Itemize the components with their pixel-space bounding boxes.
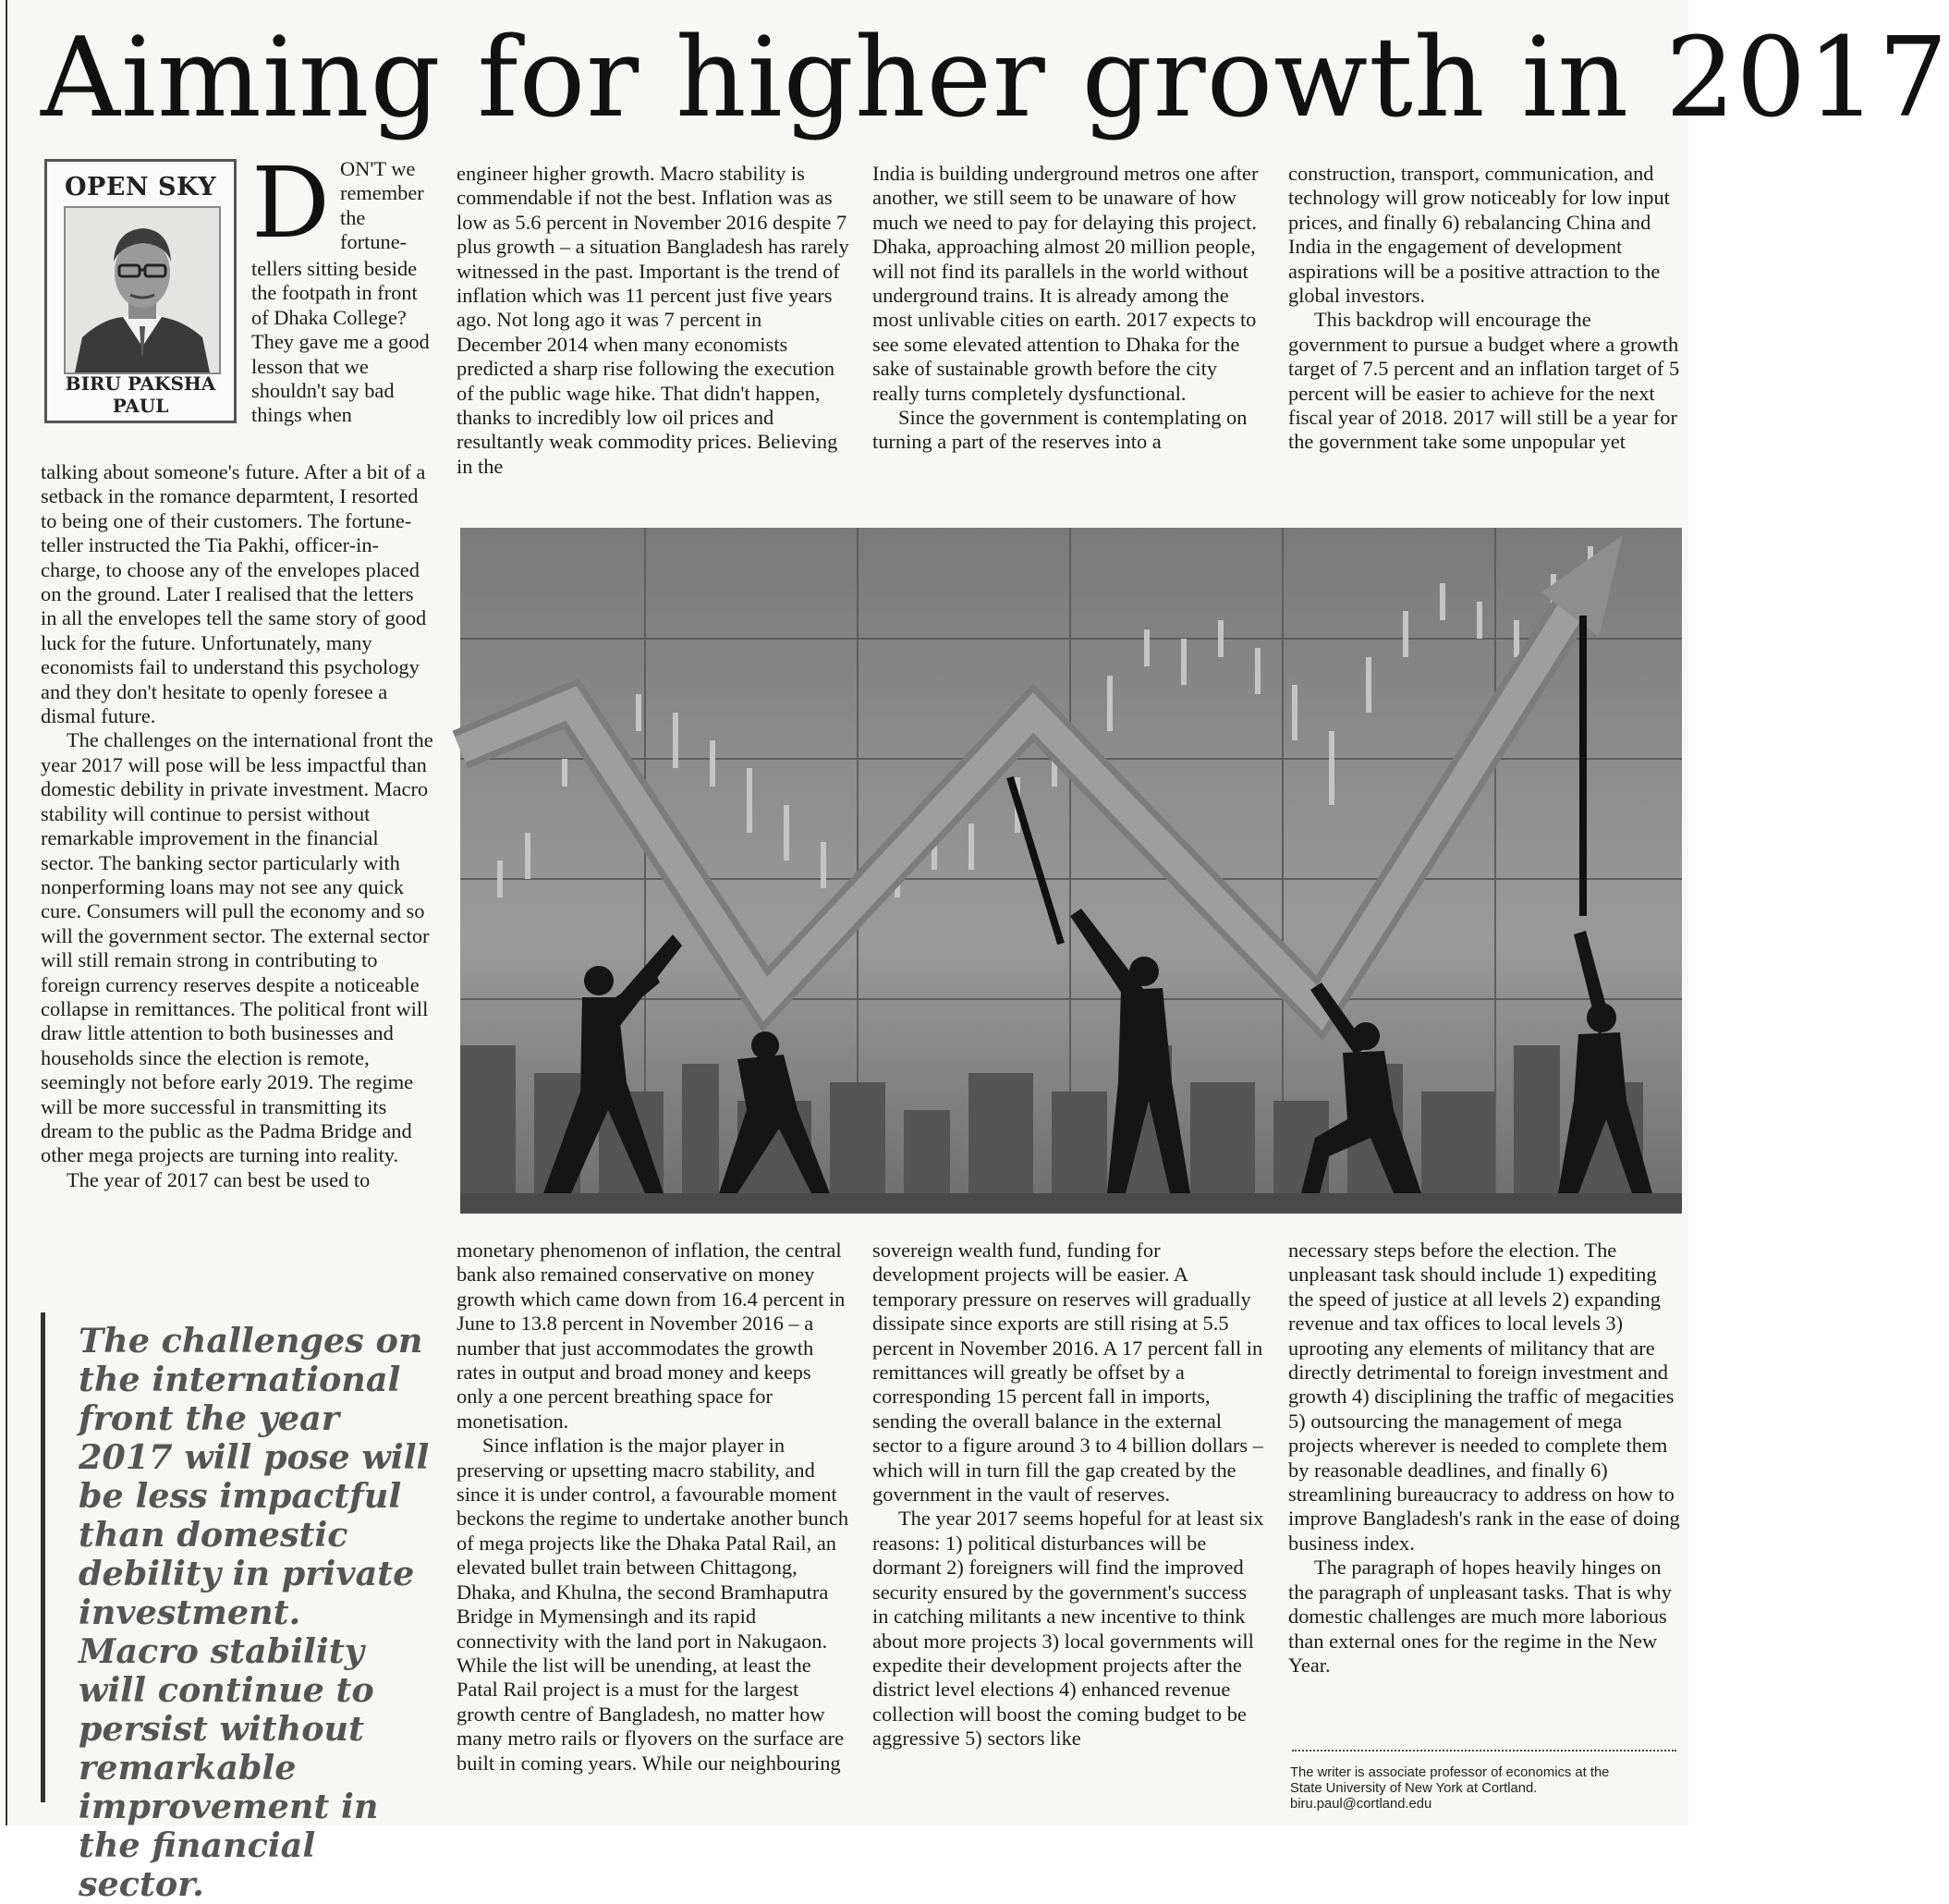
paragraph: The challenges on the international front the year 2017 will pose will be less impactful than domestic debility in private investment. Macro stability will continue to persist without remarkable improvement in the financial sector. The banking sector particularly with nonperforming loans may not see any quick cure. Consumers will pull the economy and so will the government sector. The external sector will still remain strong in contributing to foreign currency reserves despite a noticeable collapse in remittances. The political front will draw little attention to both businesses and households since the election is remote, seemingly not before early 2019. The regime will be more successful in transmitting its dream to the public as the Padma Bridge and other mega projects are turning into reality.	[41, 728, 433, 1167]
author-portrait	[64, 206, 221, 374]
column-4-top	[1288, 162, 1681, 513]
paragraph: The year 2017 seems hopeful for at least six reasons: 1) political disturbances will be dormant 2) foreigners will find the improved security ensured by the government's success in catching militants a new incentive to think about more projects 3) local governments will expedite their development projects after the district level elections 4) enhanced revenue collection will boost the coming budget to be aggressive 5) sectors like	[872, 1507, 1264, 1751]
pull-quote	[41, 1312, 433, 1904]
pull-quote-text: The challenges on the international front the year 2017 will pose will be less impactful than domestic debility in private investment. Macro stability will continue to persist without remarkable improvement in the financial sector.	[79, 1321, 430, 1904]
author-name: BIRU PAKSHA PAUL	[65, 372, 216, 417]
author-email: biru.paul@cortland.edu	[1290, 1797, 1432, 1812]
column-3-bottom	[872, 1239, 1265, 1823]
column-2-bottom	[457, 1239, 849, 1823]
footnote-divider	[1292, 1750, 1676, 1751]
footnote-line: The writer is associate professor of economics at the	[1290, 1765, 1610, 1780]
paragraph: The paragraph of hopes heavily hinges on the paragraph of unpleasant tasks. That is why domestic challenges are much more laborious than external ones for the regime in the New Year.	[1288, 1556, 1672, 1677]
paragraph: Since inflation is the major player in preserving or upsetting macro stability, and since it is under control, a favourable moment beckons the regime to undertake another bunch of mega projects like the Dhaka Patal Rail, an elevated bullet train between Chittagong, Dhaka, and Khulna, the second Bramhaputra Bridge in Mymensingh and its rapid connectivity with the land port in Nakugaon. While the list will be unending, at least the Patal Rail project is a must for the largest growth centre of Bangladesh, no matter how many metro rails or flyovers on the surface are built in coming years. While our neighbouring	[457, 1434, 849, 1775]
lead-text-medium: tellers sitting beside the footpath in front of Dhaka College? They gave me a good lesson that we shouldn't say bad things when	[251, 257, 430, 427]
paragraph: monetary phenomenon of inflation, the central bank also remained conservative on money growth which came down from 16.4 percent in June to 13.8 percent in November 2016 – a number that just accommodates the growth rates in output and broad money and keeps only a one percent breathing space for monetisation.	[457, 1239, 846, 1433]
paragraph: engineer higher growth. Macro stability is commendable if not the best. Inflation was as low as 5.6 percent in November 2016 despite 7 plus growth – a situation Bangladesh has rarely witnessed in the past. Important is the trend of inflation which was 11 percent just five years ago. Not long ago it was 7 percent in December 2014 when many economists predicted a sharp rise following the execution of the public wage hike. That didn't happen, thanks to incredibly low oil prices and resultantly weak commodity prices. Believing in the	[457, 162, 849, 478]
column-1	[41, 460, 433, 1306]
paragraph: India is building underground metros one after another, we still seem to be unaware of how much we need to pay for delaying this project. Dhaka, approaching almost 20 million people, will not find its parallels in the world without underground trains. It is already among the most unlivable cities on earth. 2017 expects to see some elevated attention to Dhaka for the sake of sustainable growth before the city really turns completely dysfunctional.	[872, 162, 1259, 405]
column-3-top	[872, 162, 1265, 504]
author-footnote	[1290, 1765, 1678, 1812]
headline: Aiming for higher growth in 2017	[41, 15, 1949, 142]
article-lead	[251, 146, 433, 462]
column-name: OPEN SKY	[65, 173, 216, 201]
drop-cap: D	[251, 146, 330, 260]
paragraph: Since the government is contemplating on turning a part of the reserves into a	[872, 406, 1248, 454]
illustration-growth-chart	[460, 528, 1682, 1214]
author-portrait-image	[66, 208, 219, 372]
paragraph: This backdrop will encourage the government to pursue a budget where a growth target of 7.5 percent and an inflation target of 5 percent will be easier to achieve for the next fiscal year of 2018. 2017 will still be a year for the government take some unpopular yet	[1288, 308, 1680, 454]
paragraph: sovereign wealth fund, funding for development projects will be easier. A temporary pressure on reserves will gradually dissipate since exports are still rising at 5.5 percent in November 2016. A 17 percent fall in remittances will greatly be offset by a corresponding 15 percent fall in imports, sending the overall balance in the external sector to a figure around 3 to 4 billion dollars – which will in turn fill the gap created by the government in the vault of reserves.	[872, 1239, 1263, 1507]
footnote-line: State University of New York at Cortland.	[1290, 1781, 1538, 1796]
paragraph: construction, transport, communication, and technology will grow noticeably for low input prices, and finally 6) rebalancing China and India in the engagement of development aspirations will be a positive attraction to the global investors.	[1288, 162, 1670, 308]
column-2-top	[457, 162, 849, 504]
paragraph: necessary steps before the election. The unpleasant task should include 1) expediting the speed of justice at all levels 2) expanding revenue and tax offices to local levels 3) uprooting any elements of militancy that are directly detrimental to foreign investment and growth 4) disciplining the traffic of megacities 5) outsourcing the management of mega projects wherever is needed to complete them by reasonable deadlines, and finally 6) streamlining bureaucracy to address on how to improve Bangladesh's rank in the ease of doing business index.	[1288, 1239, 1680, 1555]
column-box	[44, 159, 237, 423]
column-4-bottom	[1288, 1239, 1681, 1719]
paragraph: talking about someone's future. After a bit of a setback in the romance deparmtent, I resorted to being one of their customers. The fortune-teller instructed the Tia Pakhi, officer-in-charge, to choose any of the envelopes placed on the ground. Later I realised that the letters in all the envelopes tell the same story of good luck for the future. Unfortunately, many economists fail to understand this psychology and they don't hesitate to openly foresee a dismal future.	[41, 460, 427, 728]
left-page-border	[6, 0, 7, 1825]
lead-text-narrow: ON'T we remember the fortune-	[340, 157, 424, 254]
paragraph: The year of 2017 can best be used to	[67, 1167, 371, 1191]
illustration-image	[460, 528, 1682, 1214]
